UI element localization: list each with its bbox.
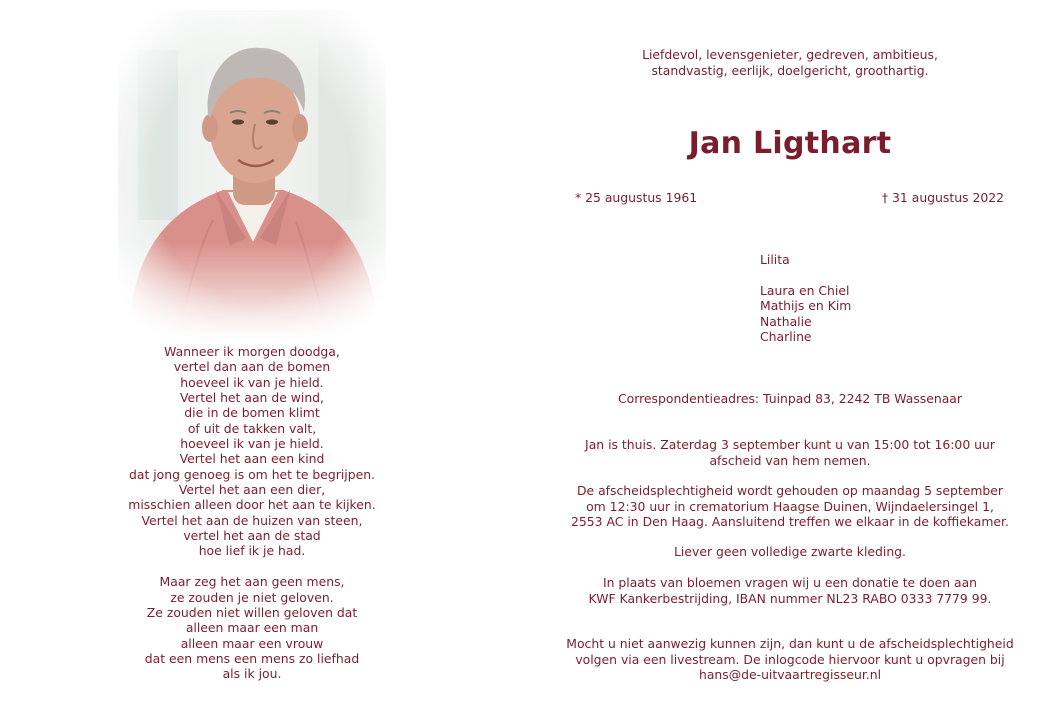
donation-line: KWF Kankerbestrijding, IBAN nummer NL23 RABO 0333 7779 99. — [588, 590, 992, 606]
donation-line: In plaats van bloemen vragen wij u een donatie te doen aan — [602, 575, 978, 590]
home-notice-line: Jan is thuis. Zaterdag 3 september kunt u van 15:00 tot 16:00 uur — [585, 437, 995, 452]
ceremony-line: 2553 AC in Den Haag. Aansluitend treffen we elkaar in de koffiekamer. — [571, 514, 1009, 529]
poem-line: alleen maar een vrouw — [180, 635, 324, 651]
poem-line: Vertel het aan een dier, — [178, 482, 326, 498]
poem — [100, 344, 404, 682]
family-child: Laura en Chiel — [760, 282, 850, 298]
family-child: Nathalie — [760, 313, 812, 329]
portrait-photo — [118, 10, 386, 340]
stanza-gap — [100, 559, 404, 574]
livestream-line: volgen via een livestream. De inlogcode hiervoor kunt u opvragen bij — [575, 651, 1005, 667]
poem-line: hoeveel ik van je hield. — [180, 436, 324, 452]
portrait-illustration — [118, 10, 386, 340]
tagline-line: Liefdevol, levensgenieter, gedreven, ambitieus, — [642, 47, 938, 62]
ceremony-notice — [560, 483, 1020, 530]
poem-line: Vertel het aan de wind, — [179, 390, 324, 406]
poem-line: Ze zouden niet willen geloven dat — [146, 604, 358, 620]
poem-stanza-2 — [100, 574, 404, 681]
poem-line: die in de bomen klimt — [184, 405, 320, 421]
home-notice-line: afscheid van hem nemen. — [709, 452, 871, 468]
livestream-notice — [560, 636, 1020, 683]
poem-line: Maar zeg het aan geen mens, — [159, 574, 345, 590]
dress-code — [560, 544, 1020, 560]
family-gap — [760, 268, 851, 283]
poem-line: hoeveel ik van je hield. — [180, 374, 324, 390]
deceased-name: Jan Ligthart — [688, 126, 892, 161]
home-notice — [560, 437, 1020, 468]
poem-line: vertel het aan de stad — [183, 528, 321, 544]
ceremony-line: om 12:30 uur in crematorium Haagse Duinen, Wijndaelersingel 1, — [586, 498, 994, 514]
family-list — [760, 252, 851, 345]
family-partner: Lilita — [760, 252, 790, 267]
poem-line: Vertel het aan de huizen van steen, — [141, 512, 363, 528]
correspondence-line: Correspondentieadres: Tuinpad 83, 2242 TB Wassenaar — [618, 391, 962, 406]
poem-line: hoe lief ik je had. — [198, 543, 306, 559]
poem-line: vertel dan aan de bomen — [173, 359, 331, 375]
tagline — [560, 47, 1020, 79]
poem-line: als ik jou. — [222, 666, 282, 682]
birth-date: * 25 augustus 1961 — [575, 190, 698, 205]
family-child: Mathijs en Kim — [760, 298, 852, 313]
livestream-email[interactable]: hans@de-uitvaartregisseur.nl — [698, 667, 882, 682]
ceremony-line: De afscheidsplechtigheid wordt gehouden op maandag 5 september — [576, 483, 1003, 498]
death-date: † 31 augustus 2022 — [881, 190, 1004, 205]
family-child: Charline — [760, 329, 812, 344]
poem-line: dat jong genoeg is om het te begrijpen. — [128, 466, 376, 482]
livestream-line: Mocht u niet aanwezig kunnen zijn, dan kunt u de afscheidsplechtigheid — [566, 636, 1014, 651]
poem-line: ze zouden je niet geloven. — [170, 589, 334, 605]
poem-line: misschien alleen door het aan te kijken. — [128, 497, 376, 513]
poem-stanza-1 — [100, 344, 404, 559]
poem-line: Wanneer ik morgen doodga, — [164, 344, 340, 359]
correspondence-address — [560, 391, 1020, 407]
donation-notice — [560, 575, 1020, 606]
poem-line: dat een mens een mens zo liefhad — [144, 650, 360, 666]
dress-line: Liever geen volledige zwarte kleding. — [674, 544, 906, 559]
poem-line: Vertel het aan een kind — [179, 451, 325, 467]
tagline-line: standvastig, eerlijk, doelgericht, groothartig. — [651, 63, 929, 78]
poem-line: of uit de takken valt, — [187, 420, 317, 436]
poem-line: alleen maar een man — [185, 620, 319, 636]
